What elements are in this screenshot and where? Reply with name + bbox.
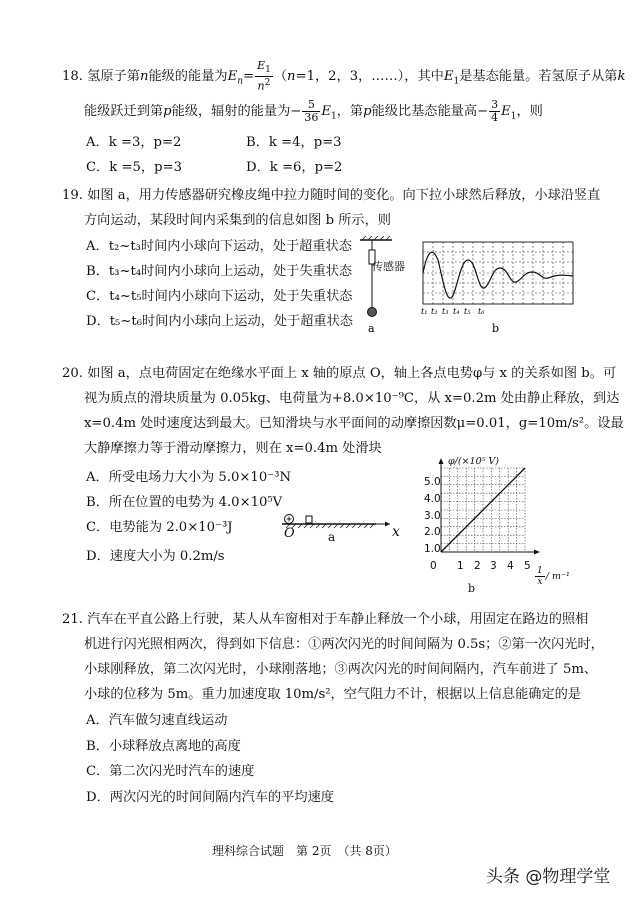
t-label: t₅	[464, 307, 471, 316]
q20-option-d[interactable]: D．速度大小为 0.2m/s	[86, 549, 225, 564]
sensor-label: 传感器	[372, 260, 405, 273]
q19-fig-b-label: b	[492, 322, 500, 335]
q21-option-a[interactable]: A．汽车做匀速直线运动	[86, 713, 228, 728]
q20-option-c[interactable]: C．电势能为 2.0×10⁻³J	[86, 520, 233, 535]
q20-line1: 20. 如图 a，点电荷固定在绝缘水平面上 x 轴的原点 O，轴上各点电势φ与 x 的关系如图 b。可	[62, 366, 617, 381]
q19-figure-b	[418, 240, 578, 338]
q20-origin-label: 0	[430, 560, 437, 572]
ball-icon	[368, 308, 377, 317]
t-label: t₄	[453, 307, 460, 316]
y-tick: 3.0	[424, 509, 441, 522]
q18-line1: 18. 氢原子第n能级的能量为$E_n=$ $\frac{E_1}{n^2}$ （n=1，2，3，……），其中$E_1$是基态能量。若氢原子从第k	[62, 59, 626, 93]
q20-number: 20.	[62, 366, 83, 381]
q21-option-d[interactable]: D．两次闪光的时间间隔内汽车的平均速度	[86, 790, 334, 805]
q19-option-a[interactable]: A．t₂~t₃时间内小球向下运动，处于超重状态	[86, 239, 352, 254]
q20-figure-a	[276, 508, 406, 548]
x-tick: 1	[457, 560, 464, 572]
x-tick: 4	[507, 560, 514, 572]
graph-grid	[423, 242, 573, 304]
t-axis-labels	[421, 307, 485, 316]
q19-line1: 19. 如图 a，用力传感器研究橡皮绳中拉力随时间的变化。向下拉小球然后释放，小球沿竖直	[62, 188, 601, 203]
q20-fig-a-origin: O	[284, 526, 295, 541]
q21-line4: 小球的位移为 5m。重力加速度取 10m/s²，空气阻力不计，根据以上信息能确定的是	[84, 687, 582, 702]
slider-block-icon	[306, 516, 312, 523]
q20-fig-a-label: a	[328, 530, 336, 544]
y-tick: 4.0	[424, 492, 441, 505]
force-time-curve	[423, 252, 573, 298]
q20-line2: 视为质点的滑块质量为 0.05kg、电荷量为+8.0×10⁻⁹C，从 x=0.2m 处由静止释放，到达	[84, 391, 620, 406]
q18-option-c[interactable]: C．k =5，p=3	[86, 160, 182, 175]
t-label: t₃	[442, 307, 449, 316]
q20-y-axis-label: φ/(×10⁵ V)	[448, 456, 500, 467]
t-label: t₁	[421, 307, 428, 316]
q21-line2: 机进行闪光照相两次，得到如下信息：①两次闪光的时间间隔为 0.5s；②第一次闪光时，	[84, 637, 604, 652]
x-tick: 2	[474, 560, 481, 572]
q19-number: 19.	[62, 188, 83, 203]
x-axis-arrow-icon	[534, 550, 540, 555]
q19-line2: 方向运动，某段时间内采集到的信息如图 b 所示，则	[84, 213, 391, 228]
q20-line4: 大静摩擦力等于滑动摩擦力，则在 x=0.4m 处滑块	[84, 441, 382, 456]
q21-option-c[interactable]: C．第二次闪光时汽车的速度	[86, 764, 255, 779]
q19-option-d[interactable]: D．t₅~t₆时间内小球向上运动，处于超重状态	[86, 314, 353, 329]
q20-fig-a-x-label: x	[392, 524, 400, 540]
y-axis-arrow-icon	[439, 458, 444, 464]
q21-option-b[interactable]: B．小球释放点离地的高度	[86, 739, 241, 754]
q18-frac-1: $\frac{5}{36}$	[304, 98, 319, 124]
q18-frac-2: $\frac{3}{4}$	[491, 98, 499, 124]
q18-line2: 能级跃迁到第p能级，辐射的能量为− $\frac{5}{36}$ $E_1$，第p能级比基态能量高− $\frac{3}{4}$ $E_1$，则	[84, 98, 543, 124]
q19-figure-a	[358, 236, 408, 336]
q20-option-a[interactable]: A．所受电场力大小为 5.0×10⁻³N	[86, 470, 291, 485]
y-tick: 2.0	[424, 526, 441, 539]
x-tick: 5	[524, 560, 531, 572]
y-tick: 1.0	[424, 543, 441, 556]
q20-option-b[interactable]: B．所在位置的电势为 4.0×10⁵V	[86, 495, 283, 510]
q19-option-b[interactable]: B．t₃~t₄时间内小球向上运动，处于失重状态	[86, 264, 353, 279]
q21-number: 21.	[62, 612, 83, 627]
page-footer: 理科综合试题 第 2页 （共 8页）	[212, 844, 397, 858]
graph-frame	[423, 242, 573, 304]
q19-fig-a-label: a	[368, 322, 375, 335]
q18-number: 18.	[62, 68, 83, 84]
y-tick: 5.0	[424, 476, 441, 488]
q20-fig-b-label: b	[468, 582, 476, 595]
q18-option-d[interactable]: D．k =6，p=2	[246, 160, 343, 175]
q18-option-b[interactable]: B．k =4，p=3	[246, 135, 342, 150]
q18-en-fraction: $\frac{E_1}{n^2}$	[257, 59, 271, 93]
q20-line3: x=0.4m 处时速度达到最大。已知滑块与水平面间的动摩擦因数μ=0.01，g=10m/s²。设最	[84, 416, 624, 431]
q19-option-c[interactable]: C．t₄~t₅时间内小球向下运动，处于失重状态	[86, 289, 353, 304]
x-tick: 3	[490, 560, 497, 572]
q18-option-a[interactable]: A．k =3，p=2	[86, 135, 182, 150]
q20-x-axis-label: $\frac{1}{x}$ / m⁻¹	[537, 566, 570, 587]
q21-line1: 21. 汽车在平直公路上行驶，某人从车窗相对于车静止释放一个小球，用固定在路边的照相	[62, 612, 589, 627]
q20-y-ticks	[424, 474, 441, 558]
t-label: t₂	[431, 307, 438, 316]
x-axis-arrow-icon	[385, 522, 390, 527]
q21-line3: 小球刚释放，第二次闪光时，小球刚落地；③两次闪光的时间间隔内，汽车前进了 5m、	[84, 662, 598, 677]
t-label: t₆	[478, 307, 485, 316]
watermark: 头条 @物理学堂	[486, 867, 611, 887]
